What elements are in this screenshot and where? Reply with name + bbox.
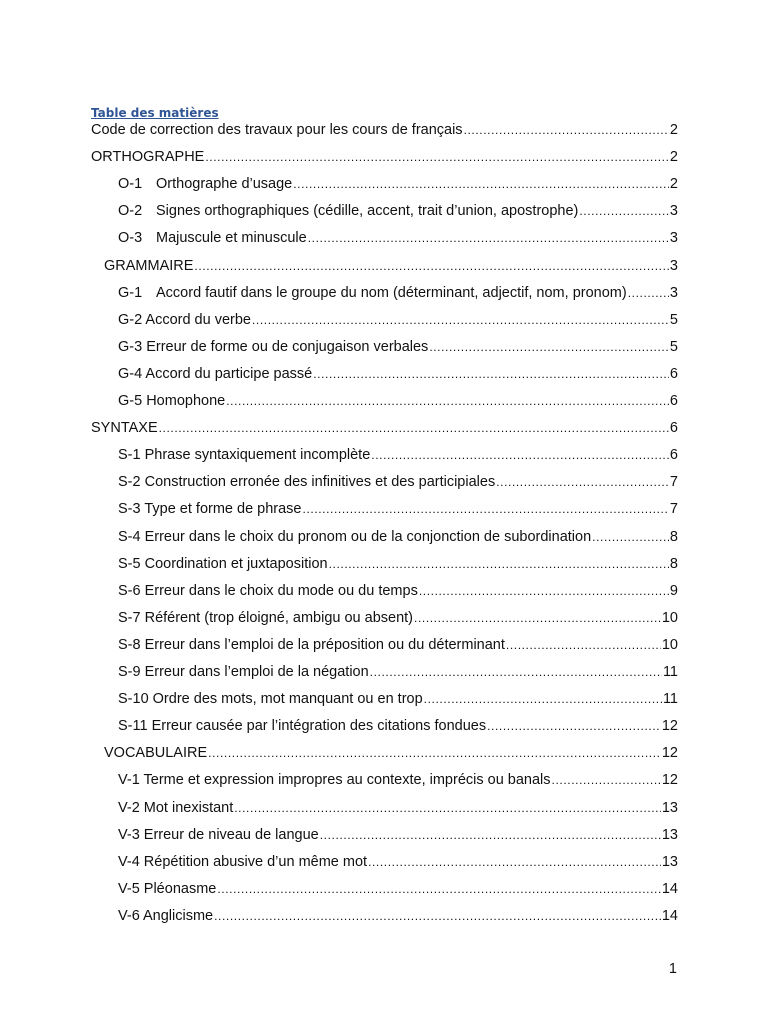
toc-entry-page: 2 [669,149,678,165]
toc-title: Table des matières [91,106,219,120]
toc-leader-dots [205,148,669,166]
toc-entry-link[interactable] [118,175,292,193]
toc-leader-dots [368,853,661,871]
toc-entry[interactable] [91,148,678,166]
toc-entry-link[interactable] [118,907,213,925]
toc-leader-dots [506,636,661,654]
toc-leader-dots [308,229,669,247]
toc-entry-code: O-2 [118,203,143,219]
toc-leader-dots [303,500,669,518]
page-number: 1 [668,961,677,977]
toc-leader-dots [414,609,661,627]
toc-entry-link[interactable] [118,853,367,871]
toc-entry[interactable] [118,175,678,193]
toc-entry-link[interactable] [118,338,428,356]
toc-entry-page: 13 [661,854,678,870]
toc-entry-label: S-4 Erreur dans le choix du pronom ou de la conjonction de subordination [118,529,592,545]
toc-entry-link[interactable] [118,446,370,464]
toc-entry[interactable] [118,826,678,844]
toc-entry[interactable] [91,121,678,139]
toc-entry[interactable] [118,582,678,600]
toc-entry-link[interactable] [91,148,204,166]
toc-entry-page: 8 [669,529,678,545]
toc-entry-page: 11 [662,664,678,680]
toc-entry-link[interactable] [118,311,251,329]
toc-entry-label: S-2 Construction erronée des infinitives et des participiales [118,474,496,490]
toc-leader-dots [214,907,661,925]
toc-leader-dots [313,365,669,383]
toc-entry-label: Accord fautif dans le groupe du nom (déterminant, adjectif, nom, pronom) [156,285,627,301]
toc-entry-link[interactable] [118,229,307,247]
toc-entry[interactable] [118,229,678,247]
toc-entry-page: 7 [669,501,678,517]
toc-entry-page: 11 [662,691,678,707]
toc-entry-page: 14 [661,908,678,924]
toc-entry-link[interactable] [118,555,328,573]
toc-entry-link[interactable] [118,880,216,898]
toc-leader-dots [424,690,662,708]
toc-entry[interactable] [118,663,678,681]
toc-entry-label: GRAMMAIRE [104,258,194,274]
toc-entry-label: S-5 Coordination et juxtaposition [118,556,328,572]
toc-entry-link[interactable] [118,500,302,518]
toc-entry-label: ORTHOGRAPHE [91,149,205,165]
toc-leader-dots [487,717,661,735]
toc-entry-link[interactable] [118,473,495,491]
toc-leader-dots [370,663,662,681]
toc-entry-page: 10 [661,610,678,626]
toc-leader-dots [208,744,661,762]
toc-entry-link[interactable] [91,121,463,139]
toc-entry-page: 13 [661,800,678,816]
toc-entry-page: 14 [661,881,678,897]
toc-entry-label: V-1 Terme et expression impropres au contexte, imprécis ou banals [118,772,551,788]
toc-entry-label: S-7 Référent (trop éloigné, ambigu ou absent) [118,610,414,626]
toc-entry-page: 5 [669,312,678,328]
toc-entry-page: 6 [669,420,678,436]
toc-entry-page: 6 [669,393,678,409]
toc-entry[interactable] [91,419,678,437]
toc-entry-code: O-1 [118,176,143,192]
toc-entry-link[interactable] [118,636,505,654]
toc-entry[interactable] [118,473,678,491]
toc-entry-label: G-4 Accord du participe passé [118,366,313,382]
toc-entry-link[interactable] [118,826,319,844]
toc-entry-label: VOCABULAIRE [104,745,208,761]
toc-entry-page: 8 [669,556,678,572]
toc-leader-dots [429,338,669,356]
toc-entry-label: S-8 Erreur dans l’emploi de la préposition ou du déterminant [118,637,505,653]
toc-entry[interactable] [118,717,678,735]
toc-entry-link[interactable] [118,771,551,789]
toc-entry-label: Orthographe d’usage [156,176,293,192]
toc-entry-label: V-5 Pléonasme [118,881,217,897]
toc-leader-dots [329,555,669,573]
toc-entry-page: 6 [669,447,678,463]
toc-entry-link[interactable] [118,609,413,627]
toc-leader-dots [234,799,661,817]
toc-entry[interactable] [118,284,678,302]
toc-entry[interactable] [118,311,678,329]
toc-entry-link[interactable] [91,419,158,437]
toc-entry-label: Signes orthographiques (cédille, accent, trait d’union, apostrophe) [156,203,579,219]
toc-entry-code: G-1 [118,285,143,301]
toc-entry-label: G-3 Erreur de forme ou de conjugaison verbales [118,339,429,355]
toc-leader-dots [464,121,669,139]
toc-entry-label: S-10 Ordre des mots, mot manquant ou en trop [118,691,423,707]
toc-leader-dots [419,582,669,600]
toc-leader-dots [579,202,669,220]
toc-entry-page: 7 [669,474,678,490]
toc-entry[interactable] [118,771,678,789]
toc-entry-link[interactable] [118,284,627,302]
toc-entry-page: 6 [669,366,678,382]
toc-entry-label: V-2 Mot inexistant [118,800,234,816]
toc-entry-label: V-6 Anglicisme [118,908,214,924]
toc-entry-label: Majuscule et minuscule [156,230,307,246]
toc-entry[interactable] [118,609,678,627]
toc-entry-page: 3 [669,258,678,274]
toc-entry-link[interactable] [118,582,418,600]
toc-leader-dots [371,446,669,464]
toc-entry-code: O-3 [118,230,143,246]
toc-leader-dots [496,473,669,491]
toc-entry-link[interactable] [118,663,369,681]
toc-leader-dots [194,257,669,275]
toc-entry-page: 2 [669,122,678,138]
toc-entry[interactable] [118,907,678,925]
toc-entry-page: 10 [661,637,678,653]
toc-entry-label: G-5 Homophone [118,393,226,409]
toc-entry[interactable] [104,744,678,762]
toc-entry-page: 12 [661,745,678,761]
toc-entry-label: S-9 Erreur dans l’emploi de la négation [118,664,369,680]
toc-entry-page: 12 [661,772,678,788]
toc-entry-link[interactable] [104,257,193,275]
toc-entry[interactable] [118,528,678,546]
toc-entry-page: 9 [669,583,678,599]
toc-entry-page: 3 [669,203,678,219]
toc-entry[interactable] [118,338,678,356]
toc-entry-label: V-4 Répétition abusive d’un même mot [118,854,368,870]
toc-entry-page: 13 [661,827,678,843]
toc-entry[interactable] [118,555,678,573]
toc-entry-page: 3 [669,230,678,246]
toc-leader-dots [159,419,669,437]
toc-entry[interactable] [118,636,678,654]
toc-entry-label: S-6 Erreur dans le choix du mode ou du temps [118,583,418,599]
toc-leader-dots [226,392,669,410]
toc-entry-page: 2 [669,176,678,192]
toc-entry-label: S-3 Type et forme de phrase [118,501,302,517]
toc-entry[interactable] [118,500,678,518]
toc-leader-dots [252,311,669,329]
toc-leader-dots [293,175,669,193]
toc-entry[interactable] [118,365,678,383]
toc-leader-dots [217,880,661,898]
toc-entry-page: 12 [661,718,678,734]
toc-entry[interactable] [118,202,678,220]
toc-entry-label: G-2 Accord du verbe [118,312,251,328]
toc-entry-link[interactable] [118,528,591,546]
toc-entry-label: Code de correction des travaux pour les cours de français [91,122,463,138]
toc-entry[interactable] [118,880,678,898]
toc-entry-label: S-1 Phrase syntaxiquement incomplète [118,447,371,463]
toc-entry-link[interactable] [118,799,233,817]
toc-entry-link[interactable] [118,717,486,735]
toc-entry-page: 3 [669,285,678,301]
toc-entry[interactable] [118,392,678,410]
toc-leader-dots [552,771,661,789]
toc-leader-dots [628,284,669,302]
toc-leader-dots [320,826,661,844]
toc-entry[interactable] [118,446,678,464]
toc-leader-dots [592,528,669,546]
toc-entry-label: S-11 Erreur causée par l’intégration des citations fondues [118,718,487,734]
toc-entry-link[interactable] [118,365,312,383]
toc-entry-label: V-3 Erreur de niveau de langue [118,827,319,843]
toc-entry-link[interactable] [118,392,225,410]
toc-entry-page: 5 [669,339,678,355]
toc-entry-link[interactable] [104,744,207,762]
toc-entry[interactable] [104,257,678,275]
toc-entry[interactable] [118,853,678,871]
toc-entry-link[interactable] [118,690,423,708]
toc-entry-link[interactable] [118,202,578,220]
toc-entry-label: SYNTAXE [91,420,158,436]
toc-entry[interactable] [118,799,678,817]
toc-entry[interactable] [118,690,678,708]
